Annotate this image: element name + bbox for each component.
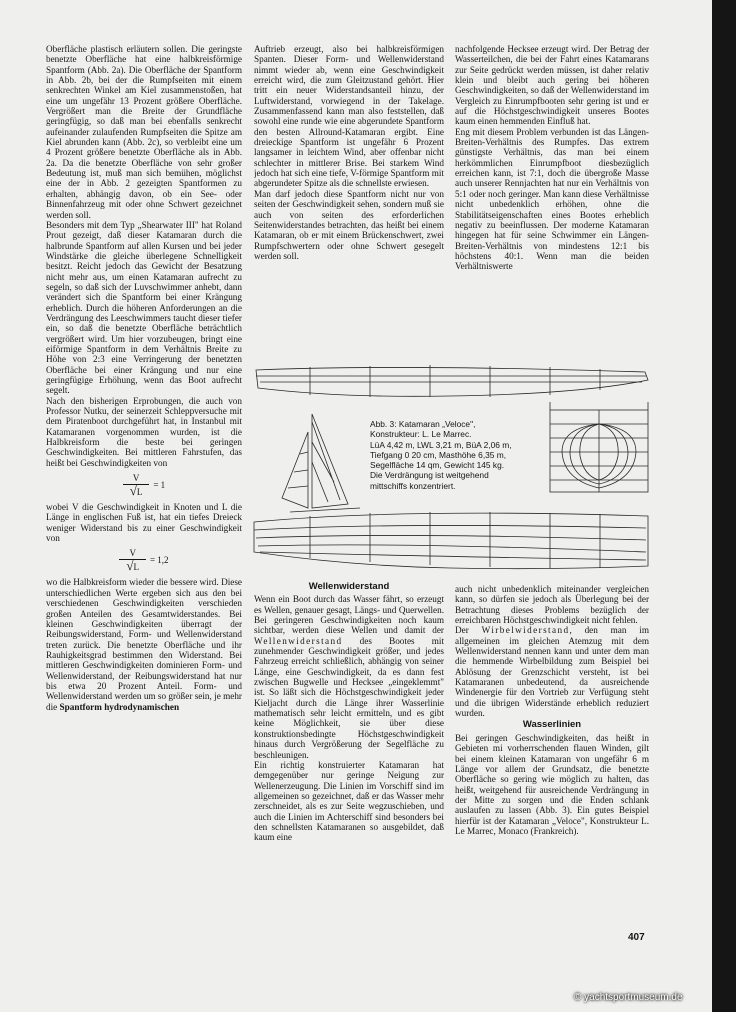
caption-line: Konstrukteur: L. Le Marrec. [370, 429, 472, 440]
formula-denominator: L [133, 562, 140, 573]
paragraph: nachfolgende Hecksee erzeugt wird. Der Betrag der Wasserteilchen, die bei der Fahrt eines Katamarans zur Seite gedrückt werden müssen, ist daher relativ klein und bleibt auch gering bei höheren Geschwindigkeiten, so daß der Wellenwiderstand im Vergleich zu Einrumpfbooten sehr gering ist und er auf die Höchstgeschwindigkeit unseres Bootes kaum einen hemmenden Einfluß hat. [455, 44, 649, 127]
paragraph [455, 625, 649, 718]
paragraph: Nach den bisherigen Erprobungen, die auch von Professor Nutku, der seinerzeit Schleppversuche mit dem Piratenboot durchgeführt hat, in Instanbul mit Katamaranen vorgenommen wurden, ist die Halbkreisform die beste bei geringen Geschwindigkeiten. Bei mittleren Fahrstufen, das heißt bei Geschwindigkeiten von [46, 395, 242, 468]
paragraph-text: Der [455, 625, 469, 636]
scan-edge [712, 0, 736, 1012]
paragraph: Besonders mit dem Typ „Shearwater III" hat Roland Prout gezeigt, daß dieser Katamaran durch die halbrunde Spantform auf allen Kursen und bei jeder Windstärke die gleiche überlegene Schnelligkeit besitzt. Reicht jedoch das Gewicht der Besatzung nicht mehr aus, um einen Katamaran aufrecht zu segeln, so daß sich der Luvschwimmer anhebt, dann verändert sich die Spantform bei einer Krängung erheblich. Durch die höheren Anforderungen an die Verdrängung des Leeschwimmers taucht dieser tiefer ein, so daß die benetzte Oberfläche beträchtlich vergrößert wird. Um hier vorzubeugen, bringt eine eiförmige Spantform in dem Verhältnis Breite zu Höhe von 2:3 eine Verringerung der benetzten Oberfläche bei einer Krängung und nur eine geringfügige Erhöhung, wenn das Boot aufrecht segelt. [46, 219, 242, 396]
paragraph [46, 577, 242, 711]
figure-caption [370, 419, 518, 491]
sail-plan [282, 414, 360, 512]
paragraph: wobei V die Geschwindigkeit in Knoten und L die Länge in englischen Fuß ist, hat ein tiefes Dreieck weniger Widerstand bis zu einer Geschwindigkeit von [46, 502, 242, 544]
sqrt-symbol: √ [126, 558, 134, 574]
paragraph [254, 594, 444, 760]
formula-numerator: V [123, 473, 150, 485]
paragraph: Auftrieb erzeugt, also bei halbkreisförmigen Spanten. Dieser Form- und Wellenwiderstand nimmt wieder ab, wenn eine Geschwindigkeit erreicht wird, die zum Gleitzustand gehört. Hier tritt ein neuer Widerstandsanteil hinzu, der Luftwiderstand, vorwiegend in der Takelage. Zusammenfassend kann man also feststellen, daß sowohl eine runde wie eine abgerundete Spantform den besten Allround-Katamaran ergibt. Eine dreieckige Spantform ist ungefähr 6 Prozent langsamer in leichtem Wind, aber offenbar nicht schlechter in mittlerer Brise. Bei starkem Wind jedoch hat sich eine tiefe, V-förmige Spantform mit abgerundeter Spitze als die schnellste erwiesen. [254, 44, 444, 189]
caption-body: LüA 4,42 m, LWL 3,21 m, BüA 2,06 m, Tiefgang 0 20 cm, Masthöhe 6,35 m, Segelfläche 14 qm, Gewicht 145 kg. Die Verdrängung ist weitgehend mittschiffs konzentriert. [370, 439, 512, 491]
sqrt-symbol: √ [129, 483, 137, 499]
formula-denominator: L [136, 487, 143, 498]
paragraph: Ein richtig konstruierter Katamaran hat demgegenüber nur geringe Neigung zur Wellenerzeugung. Die Linien im Vorschiff sind im allgemeinen so gezeichnet, daß er das Wasser mehr zerschneidet, als es zur Seite wegzuschieben, und auch die Linien im Achterschiff sind besonders bei den schnellsten Katamaranen so ausgebildet, daß kaum eine [254, 759, 444, 843]
formula-velocity-ratio-1 [46, 468, 242, 502]
text-column-left [46, 44, 242, 916]
spaced-term: Wellenwiderstand [254, 635, 343, 646]
paragraph: auch nicht unbedenklich miteinander vergleichen kann, so dürfen sie jedoch als Überlegung bei der Betrachtung dieses Problems bezüglich der erreichbaren Höchstgeschwindigkeit nicht fehlen. [455, 584, 649, 626]
formula-numerator: V [119, 548, 146, 560]
text-column-right-lower [455, 584, 649, 920]
text-column-right [455, 44, 649, 362]
paragraph-text: Wenn ein Boot durch das Wasser fährt, so erzeugt es Wellen, genauer gesagt, Längs- und Querwellen. Bei geringeren Geschwindigkeiten noch kaum sichtbar, werden diese Wellen und damit der [254, 594, 444, 636]
half-breadth-plan [254, 512, 648, 569]
text-column-middle [254, 44, 444, 362]
section-heading: Wellenwiderstand [308, 581, 390, 592]
section-heading: Wasserlinien [522, 719, 582, 731]
text-column-middle-lower [254, 580, 444, 920]
side-profile-hull [256, 365, 648, 397]
watermark: © yachtsportmuseum.de [574, 992, 683, 1003]
paragraph: Bei geringen Geschwindigkeiten, das heißt in Gebieten mi vorherrschenden flauen Winden, gilt bei einem kleinen Katamaran von ungefähr 6 m Länge vor allem der Grundsatz, die benetzte Oberfläche so gering wie möglich zu halten, das heißt, weitgehend für ausreichende Verdrängung in der Mitte zu sorgen und die Enden schlank auslaufen zu lassen (Abb. 3). Ein gutes Beispiel hierfür ist der Katamaran „Veloce", Konstrukteur L. Le Marrec, Monaco (Frankreich). [455, 732, 649, 836]
paragraph-text: wo die Halbkreisform wieder die bessere wird. Diese unterschiedlichen Werte ergeben sich aus den bei verschiedenen Geschwindigkeiten verschieden großen Anteilen des Gesamtwiderstandes. Bei kleinen Geschwindigkeiten überragt der Reibungswiderstand, Form- und Wellenwiderstand treten zurück. Die benetzte Oberfläche und ihr Rauhigkeitsgrad bestimmen den Widerstand. Bei mittleren Geschwindigkeiten dominieren Form- und Wellenwiderstand, der Reibungswiderstand hat nur bis etwa 20 Prozent Anteil. Form- und Wellenwiderstand werden um so größer sein, je mehr die [46, 577, 242, 712]
body-plan-sections [550, 402, 648, 492]
paragraph-text: des Bootes mit zunehmender Geschwindigkeit größer, und jedes Fahrzeug erreicht schließlich, abhängig von seiner Länge, eine Geschwindigkeit, da es dann fest zwischen Bugwelle und Hecksee „eingeklemmt" ist. So läßt sich die Höchstgeschwindigkeit jeder Kieljacht durch die Länge ihrer Wasserlinie mathematisch sehr leicht ermitteln, und es gibt keine Möglichkeit, sie über diese konstruktionsbedingte Höchstgeschwindigkeit hinaus durch Vergrößerung der Segelfläche zu beschleunigen. [254, 635, 444, 760]
caption-title: Abb. 3: Katamaran „Veloce", [370, 419, 476, 429]
paragraph: Eng mit diesem Problem verbunden ist das Längen-Breiten-Verhältnis des Rumpfes. Das extrem günstigste Verhältnis, das man bei einem herkömmlichen Einrumpfboot diesbezüglich erreichen kann, ist 7:1, doch die übergroße Masse auch unserer Rennjachten hat nur ein Verhältnis von 5:1 oder noch geringer. Man kann diese Verhältnisse nicht unbedenklich erhöhen, ohne die Stabilitätseigenschaften eines Bootes erheblich negativ zu beeinflussen. Der moderne Katamaran hingegen hat für seine Schwimmer ein Längen-Breiten-Verhältnis von mindestens 12:1 bis höchstens 40:1. Wenn man die beiden Verhältniswerte [455, 126, 649, 272]
paragraph: Man darf jedoch diese Spantform nicht nur von seiten der Geschwindigkeit sehen, sondern muß sie auch von seiten des erforderlichen Seitenwiderstandes betrachten, das heißt bei einem Katamaran, ob er mit einem Brückenschwert, zwei Rumpfschwertern oder ohne Schwert gesegelt werden soll. [254, 188, 444, 261]
paragraph-text: , den man im allgemeinen im gleichen Atemzug mit dem Wellenwiderstand nennen kann und unter dem man die hemmende Wirbelbildung zum Beispiel bei Ablösung der Grenzschicht versteht, ist bei Katamaranen unbedeutend, da ausreichende Windenergie für den Vortrieb zur Verfügung steht und die übrigen Widerstände erheblich reduziert wurden. [455, 625, 649, 719]
spaced-term: Wirbelwiderstand [481, 625, 570, 636]
formula-value: = 1,2 [149, 555, 169, 566]
page-number: 407 [628, 932, 645, 943]
bold-text: Spantform hydrodynamischen [59, 701, 180, 712]
formula-value: = 1 [153, 479, 166, 490]
formula-velocity-ratio-2 [46, 543, 242, 577]
paragraph: Oberfläche plastisch erläutern sollen. Die geringste benetzte Oberfläche hat eine halbkreisförmige Spantform (Abb. 2a). Die Oberfläche der Spantform in Abb. 2b, bei der die Rumpfseiten mit einem senkrechten Winkel am Kiel zusammenstoßen, hat eine um ungefähr 13 Prozent größere Oberfläche. Vergrößert man die Breite der Grundfläche geringfügig, so daß man bei ebenfalls senkrecht aufeinander zulaufenden Rumpfseiten die Spitze am Kiel abrunden kann (Abb. 2c), so verbleibt eine um 4 Prozent größere benetzte Oberfläche als in Abb. 2a. Da die benetzte Oberfläche von sehr großer Bedeutung ist, muß man sich bemühen, möglichst eine der in Abb. 2 gezeigten Spantformen zu erhalten, abhängig davon, ob ein See- oder Binnenfahrzeug mit oder ohne Schwert gezeichnet werden soll. [46, 44, 242, 220]
